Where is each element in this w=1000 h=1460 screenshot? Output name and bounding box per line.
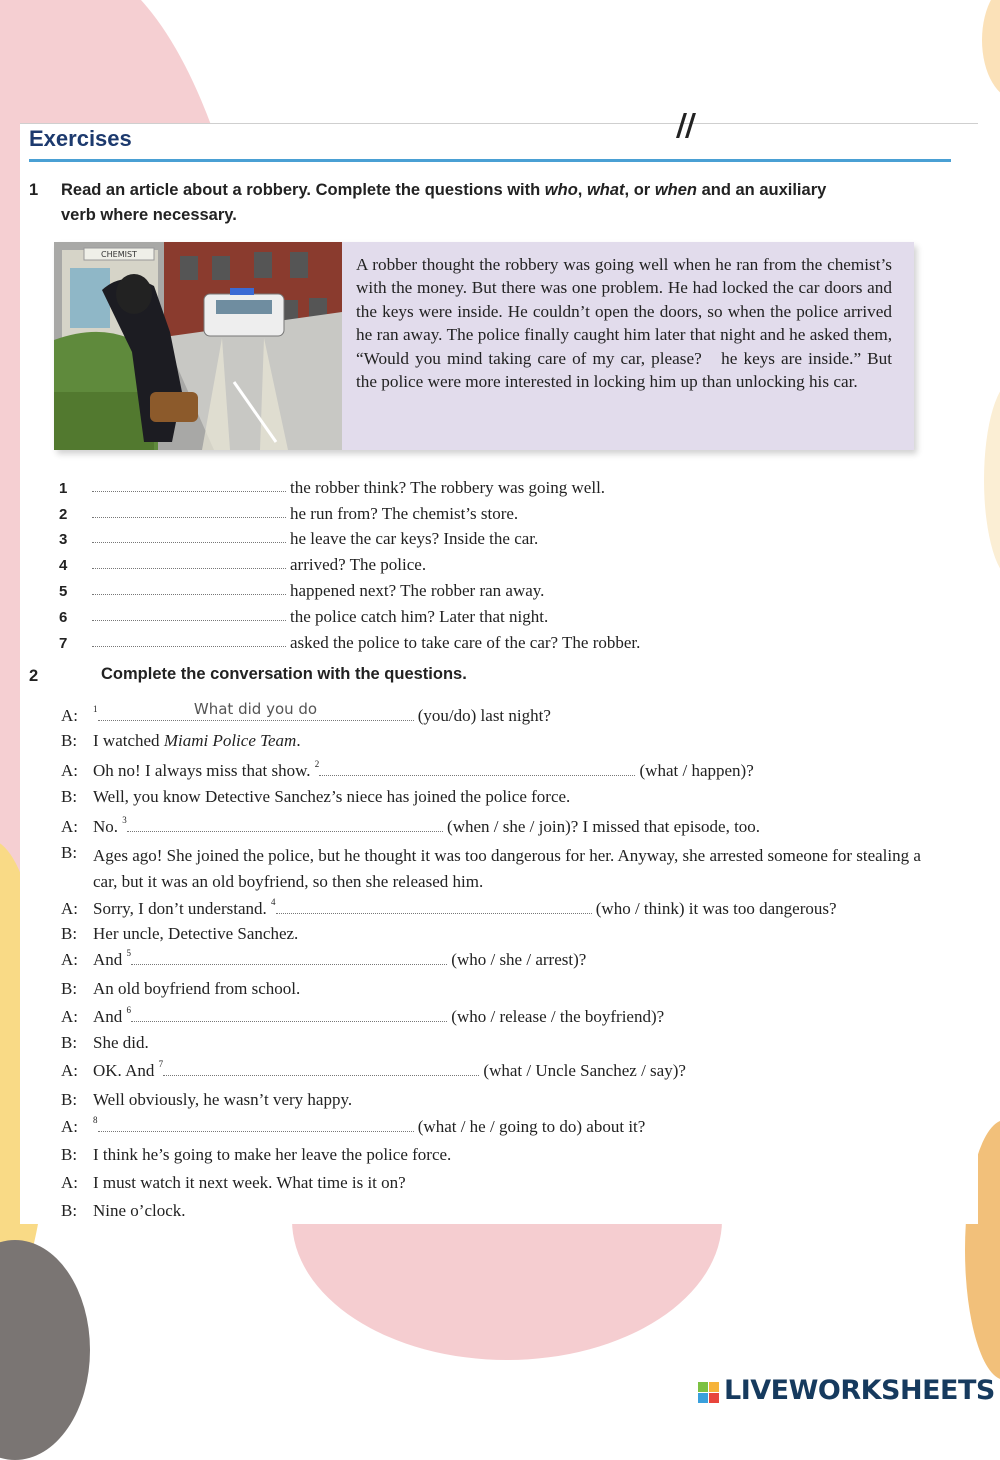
speaker-label: A: [61,761,78,780]
speaker-label: B: [61,924,78,943]
speaker-label: A: [61,950,78,969]
speaker-label: A: [61,1173,78,1192]
chemist-sign: CHEMIST [101,250,137,259]
speaker-label: B: [61,1145,78,1164]
exercise-1-number: 1 [29,181,39,199]
answer-blank-3[interactable] [127,817,443,832]
speaker-label: A: [61,899,78,918]
question-row [0,581,1000,607]
answer-blank-6[interactable] [92,620,286,621]
answer-blank-2[interactable] [319,761,635,776]
question-row [0,478,1000,504]
exercise-2-instruction: Complete the conversation with the questions. [101,665,467,683]
answer-blank-1[interactable] [98,700,414,721]
title-underline [29,159,951,162]
question-row [0,633,1000,659]
answer-blank-7[interactable] [163,1061,479,1076]
answer-blank-3[interactable] [92,542,286,543]
question-number: 7 [59,635,68,652]
speaker-label: A: [61,706,78,725]
page-top-divider [20,123,978,124]
dialogue-text: Ages ago! She joined the police, but he thought it was too dangerous for her. Anyway, she arrested someone for stealing a car, but it was an old boyfriend, so then she released him. [93,846,921,891]
question-number: 2 [59,506,68,523]
question-number: 4 [59,557,68,574]
question-row [0,607,1000,633]
speaker-label: B: [61,1033,78,1052]
speaker-label: A: [61,817,78,836]
question-text: he run from? The chemist’s store. [290,504,519,523]
speaker-label: A: [61,1061,78,1080]
question-text: the robber think? The robbery was going well. [290,478,606,497]
speaker-label: A: [61,1117,78,1136]
answer-blank-4[interactable] [276,899,592,914]
question-text: arrived? The police. [290,555,427,574]
question-row [0,555,1000,581]
article-text: A robber thought the robbery was going well when he ran from the chemist’s with the money. But there was one problem. He had locked the car doors and the keys were inside. He couldn’t open the doors, so when the police arrived he ran away. The police finally caught him later that night and he asked them, “Would you mind taking care of my car, please?  he keys are inside.” But the police were more interested in locking him up than unlocking his car. [356,255,892,392]
answer-blank-5[interactable] [92,594,286,595]
speaker-label: B: [61,731,78,750]
question-row [0,529,1000,555]
answer-blank-5[interactable] [131,950,447,965]
exercises-title: Exercises [29,126,132,151]
decor-gray-blob [0,1240,90,1460]
question-text: the police catch him? Later that night. [290,607,549,626]
answer-blank-6[interactable] [131,1007,447,1022]
speaker-label: B: [61,1201,78,1220]
liveworksheets-logo[interactable]: LIVEWORKSHEETS [724,1375,995,1406]
speaker-label: B: [61,1090,78,1109]
speaker-label: B: [61,787,78,806]
speaker-label: A: [61,1007,78,1026]
speaker-label: B: [61,843,78,862]
robbery-illustration [54,242,342,450]
speaker-label: B: [61,979,78,998]
decorative-quote-marks: // [676,108,694,143]
answer-blank-8[interactable] [98,1117,414,1132]
question-number: 5 [59,583,68,600]
question-row [0,504,1000,530]
exercise-2-number: 2 [29,667,39,685]
question-text: asked the police to take care of the car? The robber. [290,633,641,652]
question-text: happened next? The robber ran away. [290,581,545,600]
question-number: 6 [59,609,68,626]
decor-peach-blob-right [982,0,1000,100]
answer-blank-2[interactable] [92,517,286,518]
liveworksheets-logo-icon [698,1382,720,1404]
question-number: 3 [59,531,68,548]
exercise-1-instruction: Read an article about a robbery. Complete the questions with who, what, or when and an auxiliary verb where necessary. [61,181,827,224]
filled-answer: What did you do [193,700,318,718]
question-number: 1 [59,480,68,497]
answer-blank-7[interactable] [92,646,286,647]
question-text: he leave the car keys? Inside the car. [290,529,539,548]
answer-blank-1[interactable] [92,491,286,492]
answer-blank-4[interactable] [92,568,286,569]
